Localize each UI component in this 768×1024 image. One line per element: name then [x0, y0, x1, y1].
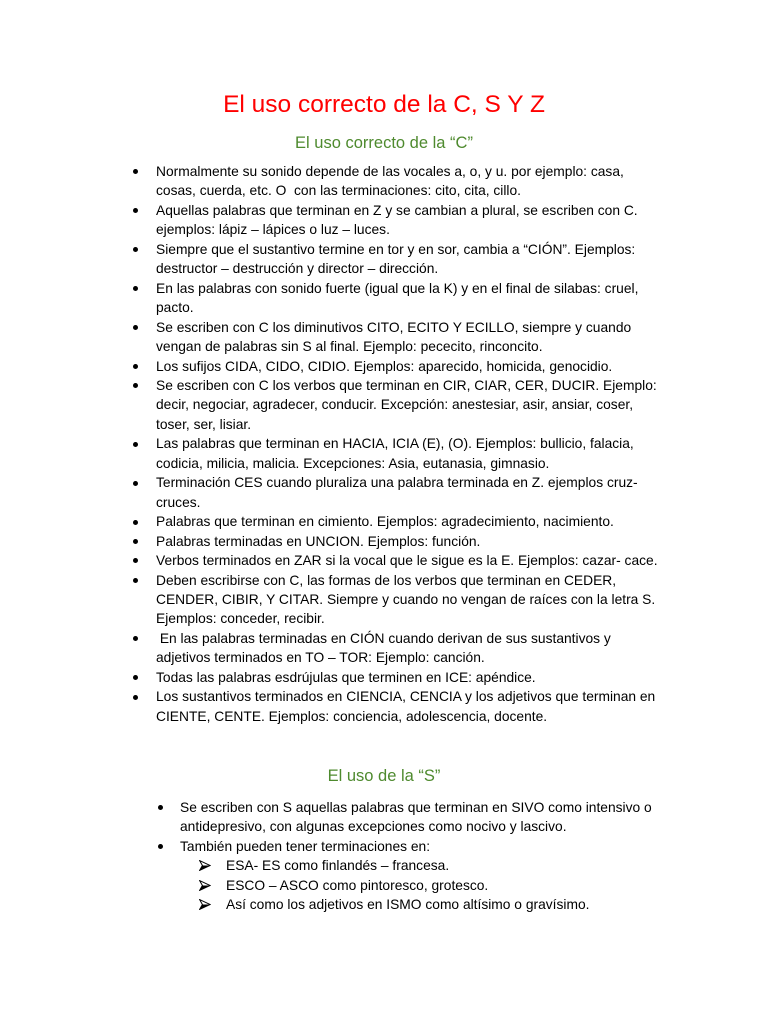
bullet-icon [133, 383, 138, 388]
arrowhead-bullet-icon [199, 880, 211, 891]
bullet-icon [133, 558, 138, 563]
bullet-icon [133, 364, 138, 369]
section-c-heading: El uso correcto de la “C” [295, 134, 473, 152]
list-item [156, 512, 746, 531]
bullet-icon [133, 539, 138, 544]
list-item [156, 279, 746, 318]
list-item-text: Deben escribirse con C, las formas de los verbos que terminan en CEDER, CENDER, CIBIR, Y CITAR. Siempre y cuando no vengan de raíces con la letra S. Ejemplos: conceder, recibir. [156, 572, 656, 627]
section-s-sub-list [226, 856, 750, 914]
list-item [156, 668, 746, 687]
list-item-text: Terminación CES cuando pluraliza una palabra terminada en Z. ejemplos cruz- cruces. [156, 475, 638, 510]
list-item [156, 357, 746, 376]
bullet-icon [133, 208, 138, 213]
list-item-text: Se escriben con S aquellas palabras que terminan en SIVO como intensivo o antidepresivo, con algunas excepciones como nocivo y lascivo. [180, 800, 652, 835]
list-item [180, 798, 750, 837]
section-c-list [156, 162, 746, 726]
document-title: El uso correcto de la C, S Y Z [223, 91, 545, 118]
list-item-text: Siempre que el sustantivo termine en tor y en sor, cambia a “CIÓN”. Ejemplos: destructor – destrucción y director – dirección. [156, 241, 636, 277]
list-item-text: También pueden tener terminaciones en: [180, 838, 431, 854]
bullet-icon [133, 520, 138, 525]
bullet-icon [133, 325, 138, 330]
list-item-text: En las palabras con sonido fuerte (igual que la K) y en el final de silabas: cruel, pacto. [156, 280, 639, 316]
list-item [156, 629, 746, 668]
list-item [156, 240, 746, 279]
bullet-icon [158, 805, 163, 810]
list-item [156, 201, 746, 240]
list-item-text: Verbos terminados en ZAR si la vocal que le sigue es la E. Ejemplos: cazar- cace. [156, 553, 658, 569]
list-item [156, 434, 746, 473]
section-s-list [180, 798, 750, 915]
bullet-icon [133, 247, 138, 252]
list-item-text: Los sustantivos terminados en CIENCIA, CENCIA y los adjetivos que terminan en CIENTE, CENTE. Ejemplos: conciencia, adolescencia, docente. [156, 689, 656, 724]
bullet-icon [133, 675, 138, 680]
section-s-heading: El uso de la “S” [327, 767, 441, 785]
list-item-text: Se escriben con C los verbos que terminan en CIR, CIAR, CER, DUCIR. Ejemplo: decir, negociar, agradecer, conducir. Excepción: anestesiar, asir, ansiar, coser, toser, ser, lisiar. [156, 377, 657, 432]
list-item [156, 571, 746, 629]
list-item-text: Las palabras que terminan en HACIA, ICIA (E), (O). Ejemplos: bullicio, falacia, codicia, milicia, malicia. Excepciones: Asia, eutanasia, gimnasio. [156, 436, 634, 471]
sub-list-item-text: ESCO – ASCO como pintoresco, grotesco. [226, 877, 489, 893]
bullet-icon [133, 169, 138, 174]
bullet-icon [133, 481, 138, 486]
list-item-text: Palabras terminadas en UNCION. Ejemplos: función. [156, 533, 481, 549]
bullet-icon [158, 844, 163, 849]
list-item [156, 532, 746, 551]
bullet-icon [133, 695, 138, 700]
sub-list-item [226, 876, 750, 895]
bullet-icon [133, 578, 138, 583]
arrowhead-bullet-icon [199, 899, 211, 910]
sub-list-item [226, 856, 750, 875]
list-item-text: Palabras que terminan en cimiento. Ejemplos: agradecimiento, nacimiento. [156, 514, 614, 530]
list-item-text: En las palabras terminadas en CIÓN cuando derivan de sus sustantivos y adjetivos terminados en TO – TOR: Ejemplo: canción. [156, 630, 611, 666]
arrowhead-bullet-icon [199, 860, 211, 871]
sub-list-item-text: Así como los adjetivos en ISMO como altísimo o gravísimo. [226, 897, 590, 913]
list-item [180, 837, 750, 915]
list-item [156, 162, 746, 201]
sub-list-item-text: ESA- ES como finlandés – francesa. [226, 858, 450, 874]
sub-list-item [226, 895, 750, 914]
list-item [156, 473, 746, 512]
list-item [156, 318, 746, 357]
list-item-text: Los sufijos CIDA, CIDO, CIDIO. Ejemplos: aparecido, homicida, genocidio. [156, 358, 613, 374]
list-item [156, 376, 746, 434]
list-item-text: Se escriben con C los diminutivos CITO, ECITO Y ECILLO, siempre y cuando vengan de palabras sin S al final. Ejemplo: pececito, rinconcito. [156, 319, 632, 355]
list-item-text: Todas las palabras esdrújulas que terminen en ICE: apéndice. [156, 669, 536, 685]
list-item [156, 551, 746, 570]
bullet-icon [133, 286, 138, 291]
list-item-text: Aquellas palabras que terminan en Z y se cambian a plural, se escriben con C. ejemplos: lápiz – lápices o luz – luces. [156, 202, 638, 238]
bullet-icon [133, 442, 138, 447]
list-item [156, 687, 746, 726]
list-item-text: Normalmente su sonido depende de las vocales a, o, y u. por ejemplo: casa, cosas, cuerda, etc. O con las terminaciones: cito, cita, cillo. [156, 164, 624, 199]
bullet-icon [133, 636, 138, 641]
